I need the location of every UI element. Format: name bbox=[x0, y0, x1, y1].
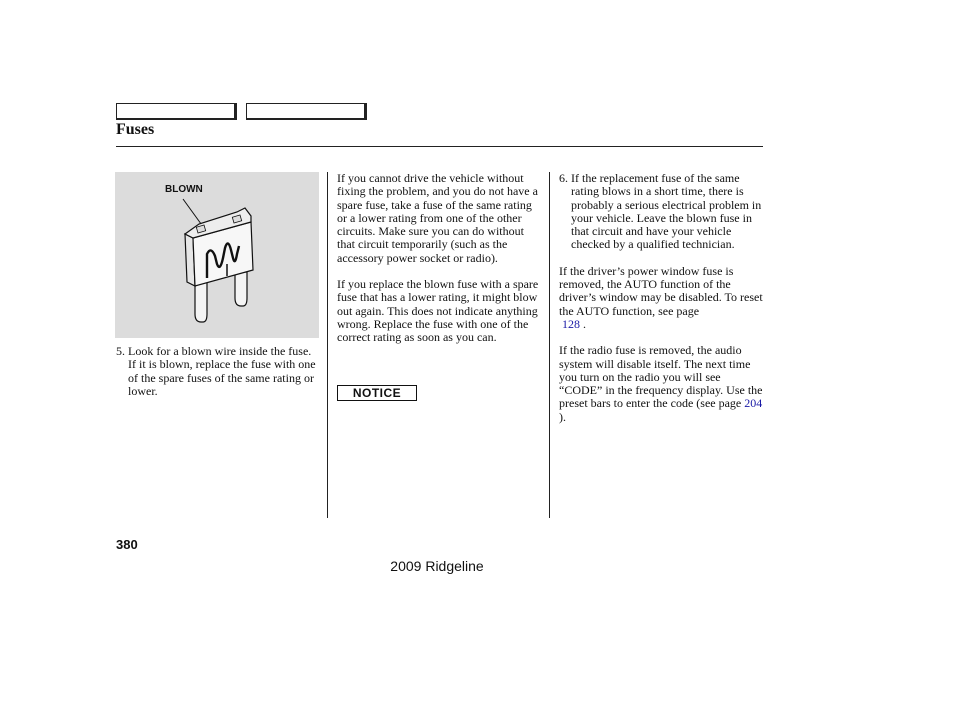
paragraph-text: If the driver’s power window fuse is removed, the AUTO function of the driver’s window may be disabled. To reset the AUTO function, see page bbox=[559, 263, 763, 318]
paragraph-text: If the radio fuse is removed, the audio system will disable itself. The next time you turn on the radio you will see “CODE” in the frequency display. Use the preset bars to enter the code (see page bbox=[559, 343, 763, 411]
page-link-204[interactable]: 204 bbox=[744, 396, 763, 411]
page-link-128[interactable]: 128 bbox=[562, 316, 580, 331]
step-number: 5. bbox=[116, 344, 125, 358]
paragraph-power-window bbox=[559, 265, 763, 331]
blown-fuse-illustration bbox=[115, 172, 319, 338]
column-divider-right bbox=[549, 172, 550, 518]
nav-tab-previous[interactable] bbox=[116, 103, 237, 120]
paragraph-end: . bbox=[583, 316, 586, 331]
column-right bbox=[559, 172, 763, 437]
figure-label-blown: BLOWN bbox=[165, 184, 203, 195]
notice-badge[interactable]: NOTICE bbox=[337, 385, 417, 401]
page-number: 380 bbox=[116, 537, 138, 552]
column-divider-left bbox=[327, 172, 328, 518]
title-divider bbox=[116, 146, 763, 147]
paragraph-radio bbox=[559, 344, 763, 424]
step-5 bbox=[116, 345, 321, 398]
footer-model: 2009 Ridgeline bbox=[390, 558, 484, 574]
paragraph-no-spare-fuse: If you cannot drive the vehicle without fixing the problem, and you do not have a spare fuse, take a fuse of the same rating or a lower rating from one of the other circuits. Make sure you can do without that circuit temporarily (such as the accessory power socket or radio). bbox=[337, 171, 538, 265]
paragraph-end: ). bbox=[559, 409, 566, 424]
step-number: 6. bbox=[559, 171, 568, 185]
page-title: Fuses bbox=[116, 121, 155, 138]
step-6 bbox=[559, 172, 763, 252]
blown-fuse-icon bbox=[115, 172, 319, 338]
paragraph-lower-rating: If you replace the blown fuse with a spare fuse that has a lower rating, it might blow out again. This does not indicate anything wrong. Replace the fuse with one of the correct rating as soon as you can. bbox=[337, 277, 539, 345]
nav-tab-contents[interactable] bbox=[246, 103, 367, 120]
step-text: If the replacement fuse of the same rating blows in a short time, there is probably a serious electrical problem in your vehicle. Leave the blown fuse in that circuit and have your vehicle checked by a qualified technician. bbox=[571, 171, 762, 252]
step-text: Look for a blown wire inside the fuse. If it is blown, replace the fuse with one of the spare fuses of the same rating or lower. bbox=[128, 344, 316, 398]
column-middle bbox=[337, 172, 541, 358]
